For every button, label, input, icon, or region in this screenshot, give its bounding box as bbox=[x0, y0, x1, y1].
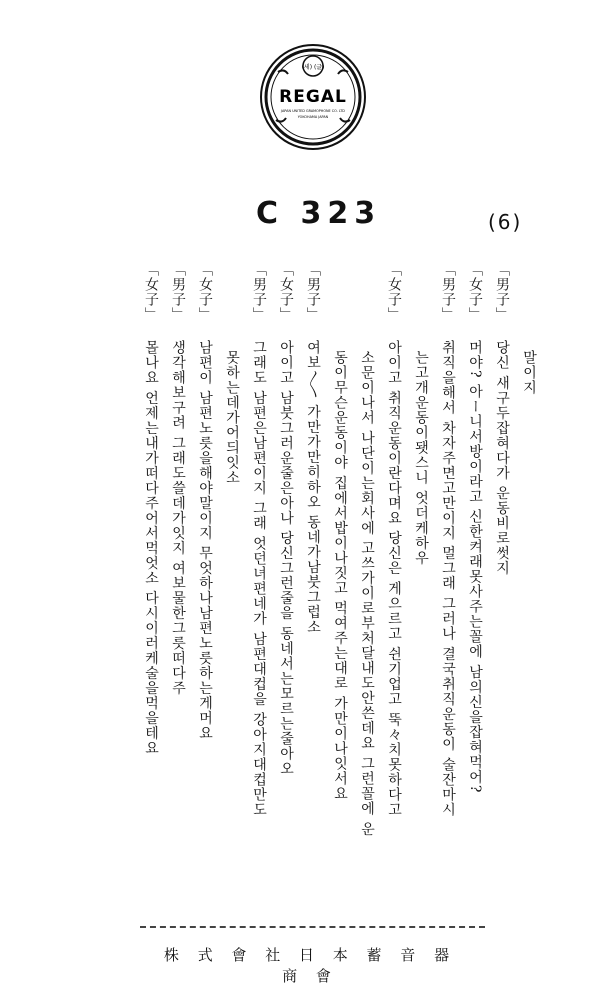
speaker-tag: 「男子」 bbox=[305, 262, 321, 322]
speaker-tag: 「女子」 bbox=[386, 262, 402, 322]
speech-text: 여보〳〵 가만가만히하오 동네가남붓그럽소 bbox=[305, 340, 321, 635]
label-brand: REGAL bbox=[279, 87, 347, 107]
speech-text: 생각해보구려 그래도쓸데가잇지 여보물한그릇떠다주 bbox=[170, 340, 186, 696]
dialogue-line bbox=[437, 262, 459, 922]
speaker-tag: 「女子」 bbox=[467, 262, 483, 322]
speech-text: 아이고 취직운동이란다며요 당신은 게으르고 쉰기업고 뚝々치못하다고 bbox=[386, 340, 402, 818]
dialogue-line bbox=[464, 262, 486, 922]
speech-text: 당신 새구두잡혀다가 운동비로썻지 bbox=[494, 340, 510, 576]
dialogue-line bbox=[329, 262, 351, 922]
record-label-emblem bbox=[258, 42, 368, 152]
page-number: (6) bbox=[488, 210, 523, 234]
dialogue-line bbox=[383, 262, 405, 922]
dialogue-line bbox=[491, 262, 513, 922]
speaker-tag: 「女子」 bbox=[143, 262, 159, 322]
label-top-text: (세) (글) bbox=[301, 64, 325, 71]
dialogue-line bbox=[302, 262, 324, 922]
dialogue-line bbox=[221, 262, 243, 922]
speech-text: 아이고 남붓그러운줄은아나 당신그런줄을 동네서는모르는줄아오 bbox=[278, 340, 294, 777]
dialogue-line bbox=[410, 262, 432, 922]
dialogue-line bbox=[275, 262, 297, 922]
speaker-tag: 「男子」 bbox=[170, 262, 186, 322]
speech-text: 는고개운동이됏스니 엇더케하우 bbox=[413, 350, 429, 566]
speaker-tag: 「男子」 bbox=[251, 262, 267, 322]
publisher-footer: 株 式 會 社 日 本 蓄 音 器 商 會 bbox=[163, 946, 457, 985]
speech-text: 남편이 남편노릇을해야말이지 무엇하나남편노릇하는게머요 bbox=[197, 340, 213, 741]
speaker-tag: 「男子」 bbox=[494, 262, 510, 322]
catalog-number: C 323 bbox=[256, 196, 382, 231]
speaker-tag: 「女子」 bbox=[197, 262, 213, 322]
lyrics-body bbox=[60, 262, 540, 922]
speech-text: 그래도 남편은남편이지 그래 엇던녀편네가 남편대컵을 강아지대컵만도 bbox=[251, 340, 267, 818]
speech-text: 머야? 아ー니서방이라고 신한켜래못사주는꼴에 남의신을잡혀먹어? bbox=[467, 340, 483, 794]
regal-label-logo bbox=[258, 42, 368, 152]
speech-text: 몰나요 언제는내가떠다주어서먹엇소 다시이러케술을먹을테요 bbox=[143, 340, 159, 756]
dialogue-line bbox=[518, 262, 540, 922]
label-place-line: YOKOHAMA JAPAN bbox=[297, 115, 329, 119]
speech-text: 말이지 bbox=[521, 350, 537, 395]
speaker-tag: 「男子」 bbox=[440, 262, 456, 322]
dialogue-line bbox=[140, 262, 162, 922]
label-maker-line: JAPAN UNITED GRAMOPHONE CO. LTD bbox=[281, 109, 345, 113]
dialogue-line bbox=[356, 262, 378, 922]
divider bbox=[140, 926, 485, 928]
speech-text: 못하는데가어듸잇소 bbox=[224, 350, 240, 485]
speech-text: 소문이나서 나단이는회사에 고쓰가이로부처달내도안쓴데요 그런꼴에 운 bbox=[359, 350, 375, 837]
dialogue-line bbox=[248, 262, 270, 922]
speaker-tag: 「女子」 bbox=[278, 262, 294, 322]
dialogue-line bbox=[167, 262, 189, 922]
speech-text: 동이무슨운동이야 집에서밥이나짓고 먹여주는대로 가만이나잇서요 bbox=[332, 350, 348, 802]
dialogue-line bbox=[194, 262, 216, 922]
speech-text: 취직을해서 차자주면고만이지 멀그래 그러나 결국취직운동이 술잔마시 bbox=[440, 340, 456, 818]
